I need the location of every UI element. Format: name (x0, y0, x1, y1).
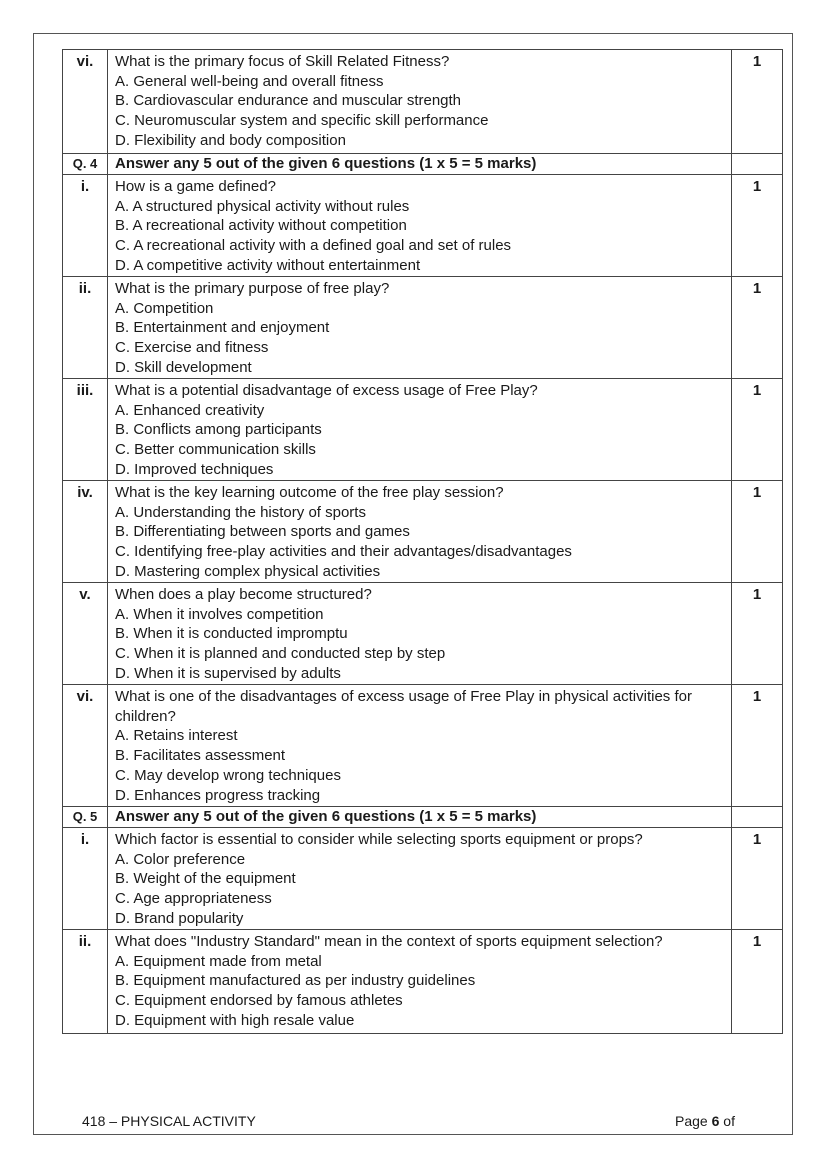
question-row (63, 685, 783, 807)
section-instruction: Answer any 5 out of the given 6 questions (1 x 5 = 5 marks) (108, 807, 732, 828)
answer-option: B. Weight of the equipment (115, 870, 296, 888)
answer-option: C. When it is planned and conducted step by step (115, 645, 446, 663)
answer-option: C. A recreational activity with a defined goal and set of rules (115, 237, 512, 255)
question-row (63, 828, 783, 930)
question-number: iii. (63, 379, 108, 481)
question-text: Which factor is essential to consider while selecting sports equipment or props? (115, 831, 643, 848)
marks-value: 1 (732, 583, 783, 685)
answer-option: A. General well-being and overall fitness (115, 72, 384, 90)
section-instruction: Answer any 5 out of the given 6 questions (1 x 5 = 5 marks) (108, 154, 732, 175)
marks-value: 1 (732, 175, 783, 277)
question-number: i. (63, 175, 108, 277)
answer-option: C. Identifying free-play activities and their advantages/disadvantages (115, 543, 572, 561)
question-text: When does a play become structured? (115, 586, 372, 603)
footer-page-number: 6 (711, 1113, 720, 1129)
question-row (63, 930, 783, 1034)
question-text: What does "Industry Standard" mean in the context of sports equipment selection? (115, 933, 663, 950)
marks-value: 1 (732, 481, 783, 583)
answer-option: D. Enhances progress tracking (115, 786, 321, 804)
question-number: iv. (63, 481, 108, 583)
answer-option: C. Equipment endorsed by famous athletes (115, 992, 403, 1010)
question-number: vi. (63, 685, 108, 807)
question-text: What is the primary purpose of free play? (115, 280, 390, 297)
marks-value: 1 (732, 50, 783, 154)
question-number: vi. (63, 50, 108, 154)
answer-option: D. Improved techniques (115, 460, 274, 478)
question-cell (108, 685, 732, 807)
question-cell (108, 50, 732, 154)
answer-option: D. Brand popularity (115, 909, 244, 927)
marks-value: 1 (732, 379, 783, 481)
question-row (63, 50, 783, 154)
question-cell (108, 828, 732, 930)
question-text: What is the primary focus of Skill Related Fitness? (115, 53, 450, 70)
question-cell (108, 175, 732, 277)
answer-option: B. Conflicts among participants (115, 421, 322, 439)
section-row (63, 154, 783, 175)
answer-option: B. A recreational activity without competition (115, 217, 407, 235)
question-text: What is one of the disadvantages of excess usage of Free Play in physical activities for children? (115, 688, 692, 725)
question-row (63, 481, 783, 583)
answer-option: B. Entertainment and enjoyment (115, 319, 330, 337)
answer-option: A. A structured physical activity without rules (115, 197, 410, 215)
question-number: ii. (63, 930, 108, 1034)
section-row (63, 807, 783, 828)
answer-option: A. Equipment made from metal (115, 952, 322, 970)
answer-option: D. Mastering complex physical activities (115, 562, 381, 580)
answer-option: B. Facilitates assessment (115, 747, 286, 765)
answer-option: C. Exercise and fitness (115, 339, 269, 357)
question-cell (108, 277, 732, 379)
section-mark-cell (732, 154, 783, 175)
marks-value: 1 (732, 828, 783, 930)
marks-value: 1 (732, 685, 783, 807)
question-row (63, 277, 783, 379)
question-cell (108, 481, 732, 583)
marks-value: 1 (732, 930, 783, 1034)
answer-option: B. Cardiovascular endurance and muscular strength (115, 92, 462, 110)
marks-value: 1 (732, 277, 783, 379)
footer-page (675, 1113, 735, 1129)
answer-option: D. Flexibility and body composition (115, 131, 346, 149)
footer-page-label: Page (675, 1113, 712, 1129)
answer-option: B. When it is conducted impromptu (115, 625, 348, 643)
answer-option: D. When it is supervised by adults (115, 664, 341, 682)
answer-option: D. A competitive activity without entertainment (115, 256, 421, 274)
question-cell (108, 583, 732, 685)
question-row (63, 175, 783, 277)
answer-option: D. Skill development (115, 358, 252, 376)
answer-option: B. Equipment manufactured as per industry guidelines (115, 972, 476, 990)
answer-option: A. Enhanced creativity (115, 401, 265, 419)
answer-option: B. Differentiating between sports and games (115, 523, 410, 541)
section-mark-cell (732, 807, 783, 828)
answer-option: A. When it involves competition (115, 605, 324, 623)
answer-option: D. Equipment with high resale value (115, 1011, 355, 1029)
section-number: Q. 5 (63, 807, 108, 828)
question-text: What is the key learning outcome of the free play session? (115, 484, 504, 501)
footer-page-of: of (719, 1113, 735, 1129)
answer-option: A. Color preference (115, 850, 246, 868)
answer-option: C. May develop wrong techniques (115, 766, 341, 784)
answer-option: A. Understanding the history of sports (115, 503, 366, 521)
answer-option: A. Competition (115, 299, 214, 317)
question-cell (108, 379, 732, 481)
question-text: What is a potential disadvantage of excess usage of Free Play? (115, 382, 538, 399)
question-table (62, 49, 783, 1034)
question-number: ii. (63, 277, 108, 379)
answer-option: C. Better communication skills (115, 441, 316, 459)
footer-subject: 418 – PHYSICAL ACTIVITY (82, 1113, 256, 1129)
question-number: i. (63, 828, 108, 930)
answer-option: C. Age appropriateness (115, 890, 272, 908)
answer-option: A. Retains interest (115, 727, 238, 745)
question-cell (108, 930, 732, 1034)
question-row (63, 379, 783, 481)
section-number: Q. 4 (63, 154, 108, 175)
question-text: How is a game defined? (115, 178, 276, 195)
question-row (63, 583, 783, 685)
answer-option: C. Neuromuscular system and specific skill performance (115, 112, 489, 130)
question-number: v. (63, 583, 108, 685)
